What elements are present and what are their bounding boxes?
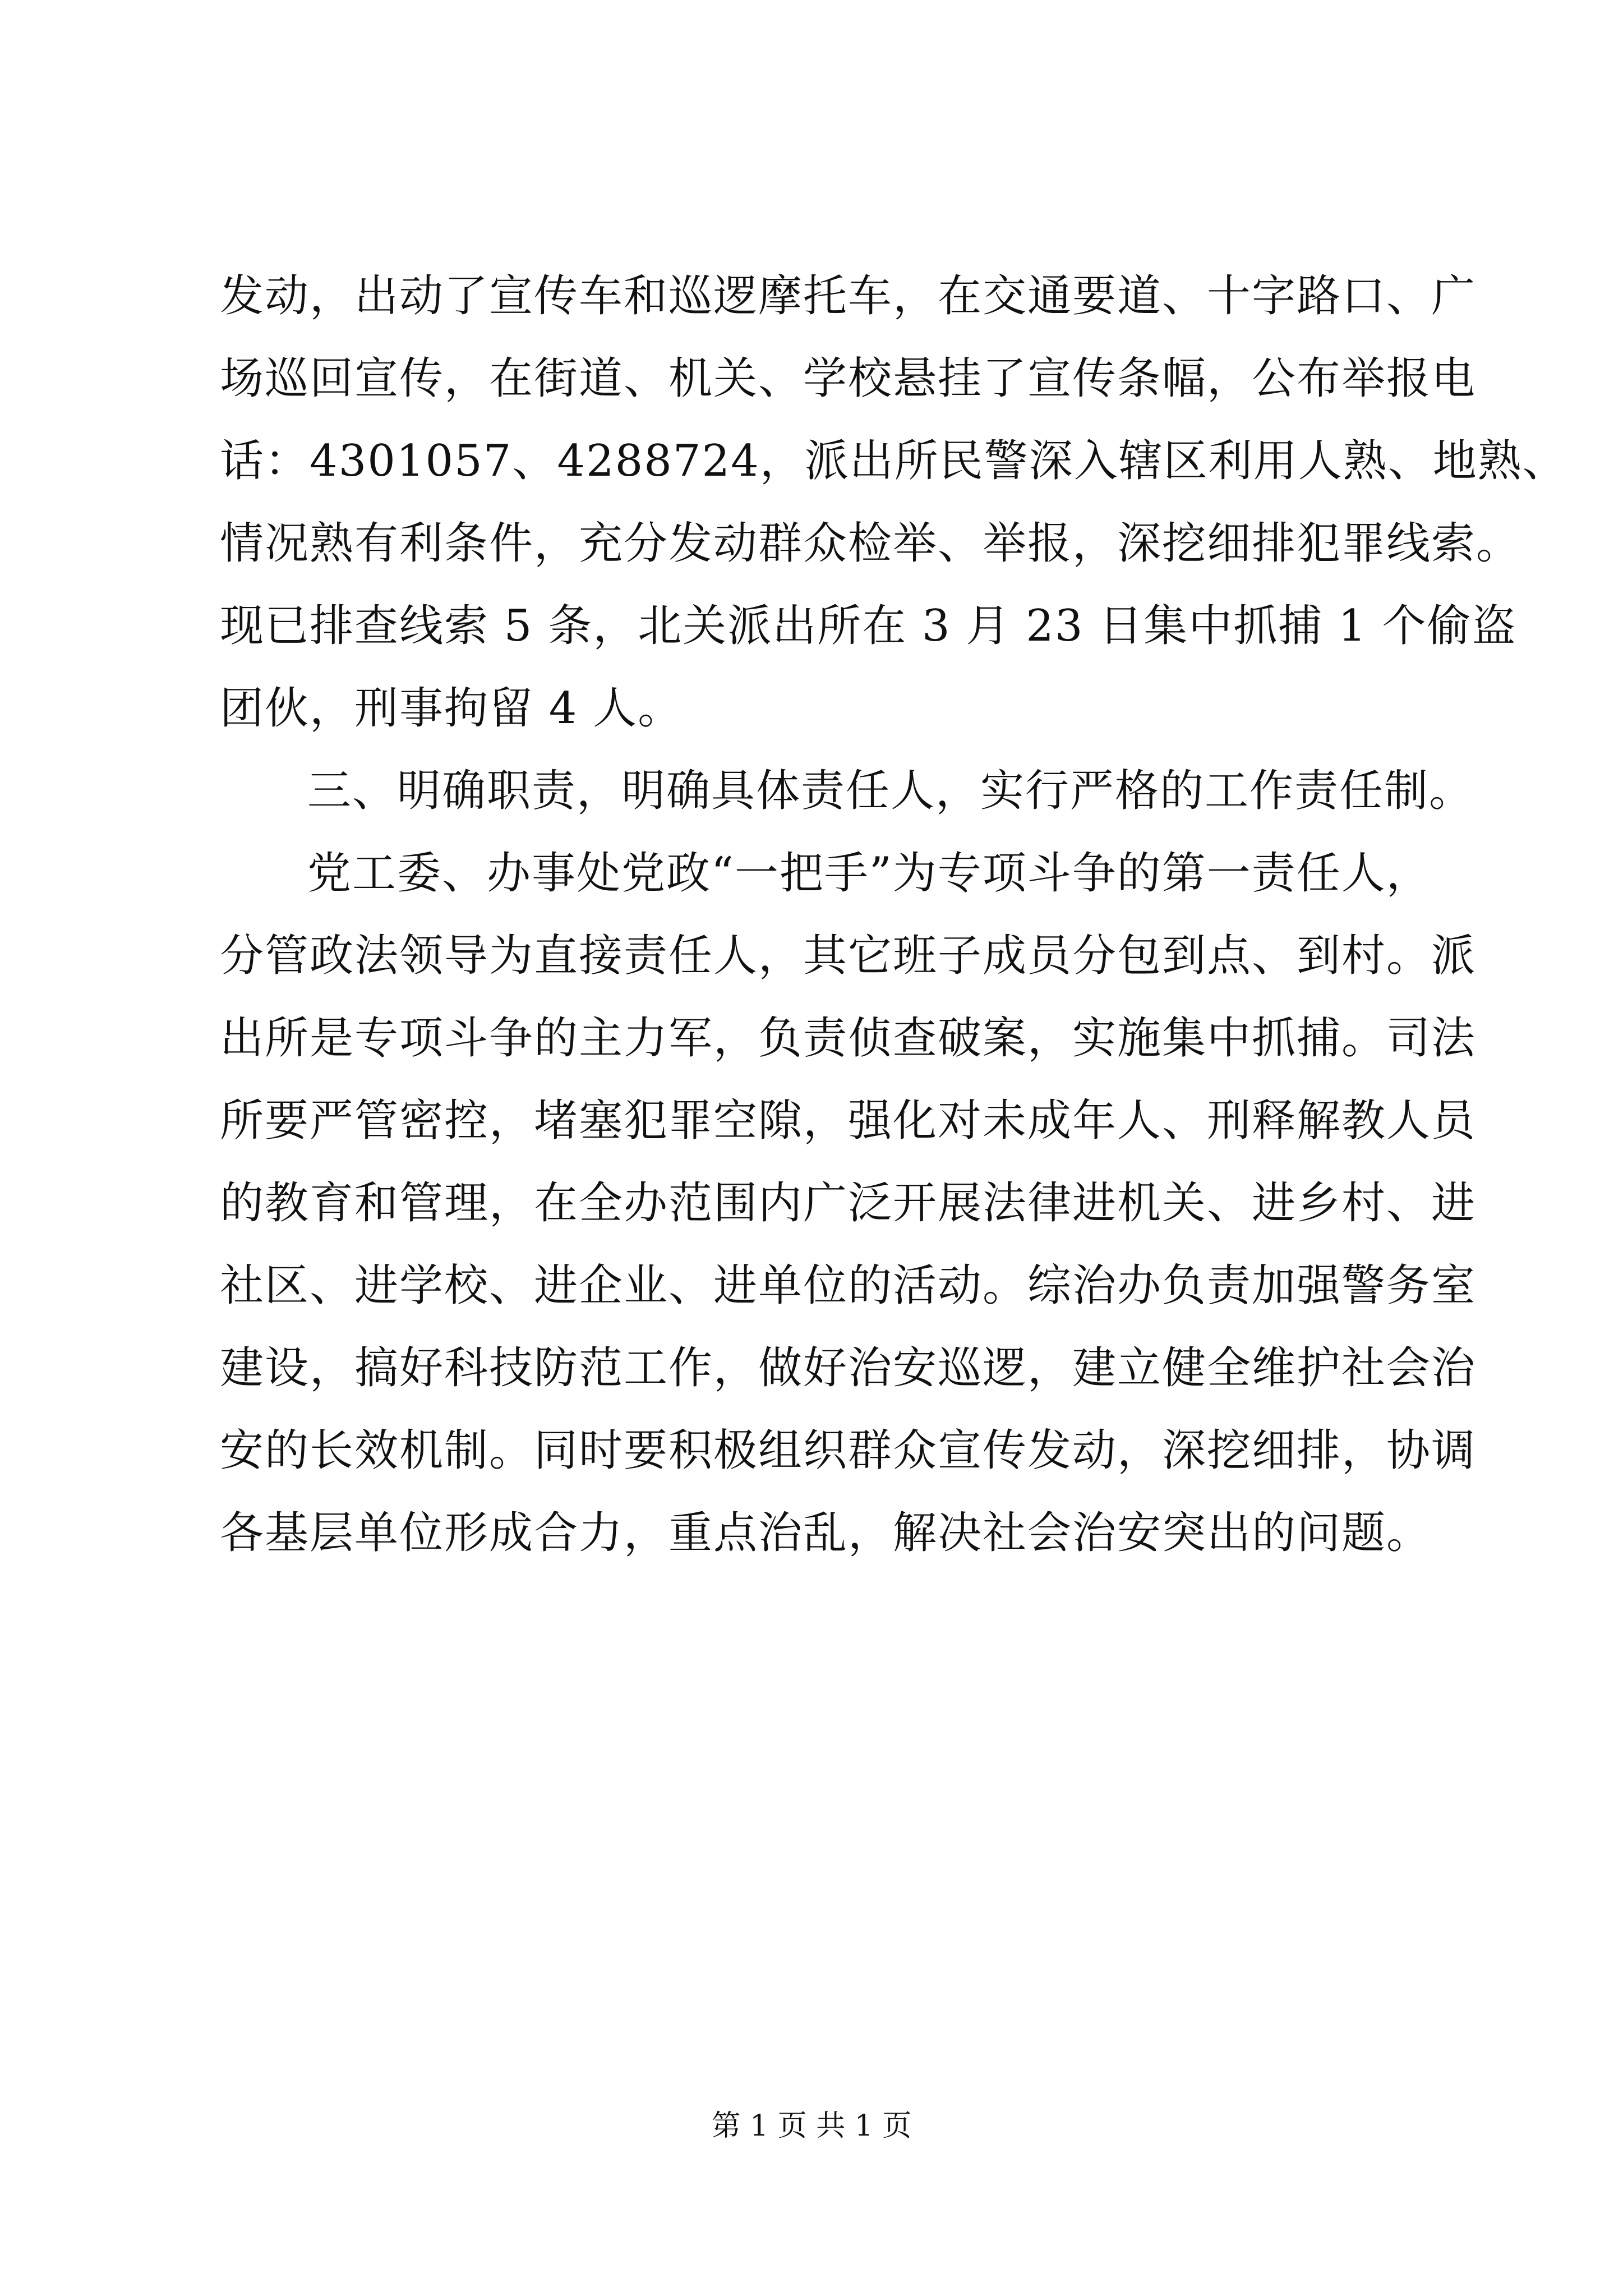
text-line: 现已排查线索 5 条，北关派出所在 3 月 23 日集中抓捕 1 个偷盗 — [220, 601, 1517, 651]
text-line: 各基层单位形成合力，重点治乱，解决社会治安突出的问题。 — [220, 1508, 1432, 1558]
text-line: 发动，出动了宣传车和巡逻摩托车，在交通要道、十字路口、广 — [220, 271, 1477, 321]
body-text — [220, 255, 1567, 1575]
text-line: 场巡回宣传，在街道、机关、学校悬挂了宣传条幅，公布举报电 — [220, 353, 1477, 404]
text-line: 的教育和管理，在全办范围内广泛开展法律进机关、进乡村、进 — [220, 1178, 1477, 1228]
page-number-footer: 第 1 页 共 1 页 — [711, 2109, 912, 2143]
text-line: 安的长效机制。同时要积极组织群众宣传发动，深挖细排，协调 — [220, 1425, 1477, 1476]
text-line: 分管政法领导为直接责任人，其它班子成员分包到点、到村。派 — [220, 931, 1477, 981]
text-line: 情况熟有利条件，充分发动群众检举、举报，深挖细排犯罪线索。 — [220, 518, 1521, 569]
text-line: 党工委、办事处党政“一把手”为专项斗争的第一责任人， — [307, 848, 1431, 899]
text-line: 话：4301057、4288724，派出所民警深入辖区利用人熟、地熟、 — [220, 436, 1567, 486]
text-line: 所要严管密控，堵塞犯罪空隙，强化对未成年人、刑释解教人员 — [220, 1096, 1477, 1146]
text-line: 团伙，刑事拘留 4 人。 — [220, 683, 683, 734]
text-line: 建设，搞好科技防范工作，做好治安巡逻，建立健全维护社会治 — [220, 1343, 1477, 1393]
text-line: 社区、进学校、进企业、进单位的活动。综治办负责加强警务室 — [220, 1260, 1477, 1311]
text-line: 出所是专项斗争的主力军，负责侦查破案，实施集中抓捕。司法 — [220, 1013, 1477, 1064]
section-heading: 三、明确职责，明确具体责任人，实行严格的工作责任制。 — [307, 766, 1474, 816]
